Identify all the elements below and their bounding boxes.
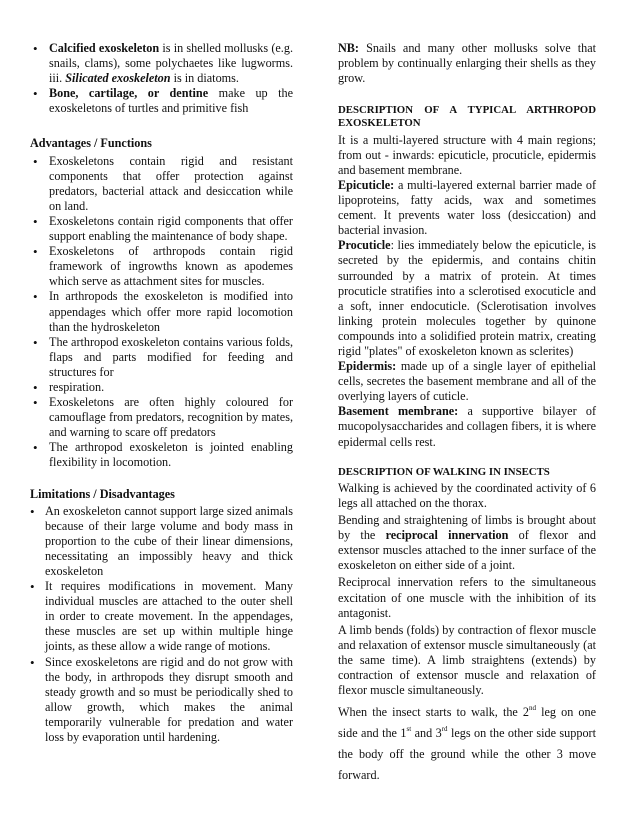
- list-item: • The arthropod exoskeleton contains various folds, flaps and parts modified for feeding and structures for: [30, 335, 293, 380]
- list-item: • The arthropod exoskeleton is jointed enabling flexibility in locomotion.: [30, 440, 293, 470]
- list-item: • It requires modifications in movement. Many individual muscles are attached to the outer shell in order to create movement. In the appendages, these muscles are set up within multiple hinge joints, as these allow a wide range of motions.: [30, 579, 293, 654]
- procuticle-paragraph: Procuticle: lies immediately below the epicuticle, is secreted by the epidermis, and contains chitin surrounded by a matrix of protein. At times procuticle stratifies into a sclerotised exocuticle and a soft, inner endocuticle. (Sclerotisation involves linking protein molecules together by quinone compounds into a solidified protein matrix, creating rigid "plates" of exoskeleton known as sclerites): [338, 238, 596, 358]
- advantages-list: [30, 154, 293, 471]
- arthropod-exoskeleton-heading: DESCRIPTION OF A TYPICAL ARTHROPOD EXOSKELETON: [338, 104, 596, 130]
- epidermis-paragraph: Epidermis: made up of a single layer of epithelial cells, secretes the basement membrane and all of the overlying layers of cuticle.: [338, 359, 596, 404]
- limitations-list: [30, 504, 293, 746]
- limitations-heading: Limitations / Disadvantages: [30, 486, 175, 501]
- walking-paragraph: Bending and straightening of limbs is brought about by the reciprocal innervation of flexor and extensor muscles attached to the inner surface of the exoskeleton on either side of a joint.: [338, 513, 596, 573]
- list-item: • Exoskeletons of arthropods contain rigid framework of ingrowths known as apodemes which serve as attachment sites for muscles.: [30, 244, 293, 289]
- list-item: • Exoskeletons contain rigid and resistant components that offer protection against predators, bacterial attack and desiccation while on land.: [30, 154, 293, 214]
- list-item: • Exoskeletons contain rigid components that offer support enabling the maintenance of body shape.: [30, 214, 293, 244]
- left-column: [30, 41, 293, 745]
- right-column: [338, 41, 596, 786]
- walking-paragraph: A limb bends (folds) by contraction of flexor muscle and relaxation of extensor muscle simultaneously (at the same time). A limb straightens (extends) by contraction of extensor muscle and relaxation of flexor muscle simultaneously.: [338, 622, 596, 698]
- exoskeleton-types-list: [30, 41, 293, 116]
- walking-paragraph: When the insect starts to walk, the 2nd leg on one side and the 1st and 3rd legs on the other side support the body off the ground while the other 3 move forward.: [338, 704, 596, 783]
- description-intro: It is a multi-layered structure with 4 main regions; from out - inwards: epicuticle, procuticle, epidermis and basement membrane.: [338, 132, 596, 177]
- list-item: • Exoskeletons are often highly coloured for camouflage from predators, recognition by mates, and warning to scare off predators: [30, 395, 293, 440]
- list-item: • An exoskeleton cannot support large sized animals because of their large volume and body mass in proportion to the cube of their linear dimensions, necessitating an impossibly heavy and thick exoskeleton: [30, 504, 293, 579]
- advantages-heading: Advantages / Functions: [30, 136, 152, 151]
- list-item: • Calcified exoskeleton is in shelled mollusks (e.g. snails, clams), some polychaetes like lugworms. iii. Silicated exoskeleton is in diatoms.: [30, 41, 293, 86]
- epicuticle-paragraph: Epicuticle: a multi-layered external barrier made of lipoproteins, fatty acids, wax and sometimes cement. It prevents water loss (desiccation) and bacterial invasion.: [338, 177, 596, 238]
- walking-paragraph: Reciprocal innervation refers to the simultaneous excitation of one muscle with the inhibition of its antagonist.: [338, 575, 596, 620]
- nb-note: NB: Snails and many other mollusks solve that problem by continually enlarging their shells as they grow.: [338, 41, 596, 86]
- list-item: • In arthropods the exoskeleton is modified into appendages which offer more rapid locomotion than the hydroskeleton: [30, 289, 293, 334]
- list-item: • respiration.: [30, 380, 293, 395]
- list-item: • Since exoskeletons are rigid and do not grow with the body, in arthropods they disrupt smooth and steady growth and so must be periodically shed to allow growth, which makes the animal temporarily vulnerable for predation and water loss by evaporation until hardening.: [30, 655, 293, 746]
- walking-paragraph: Walking is achieved by the coordinated activity of 6 legs all attached on the thorax.: [338, 480, 596, 510]
- walking-heading: DESCRIPTION OF WALKING IN INSECTS: [338, 465, 550, 478]
- list-item: • Bone, cartilage, or dentine make up the exoskeletons of turtles and primitive fish: [30, 86, 293, 116]
- basement-membrane-paragraph: Basement membrane: a supportive bilayer of mucopolysaccharides and collagen fibers, it is where epidermal cells rest.: [338, 404, 597, 449]
